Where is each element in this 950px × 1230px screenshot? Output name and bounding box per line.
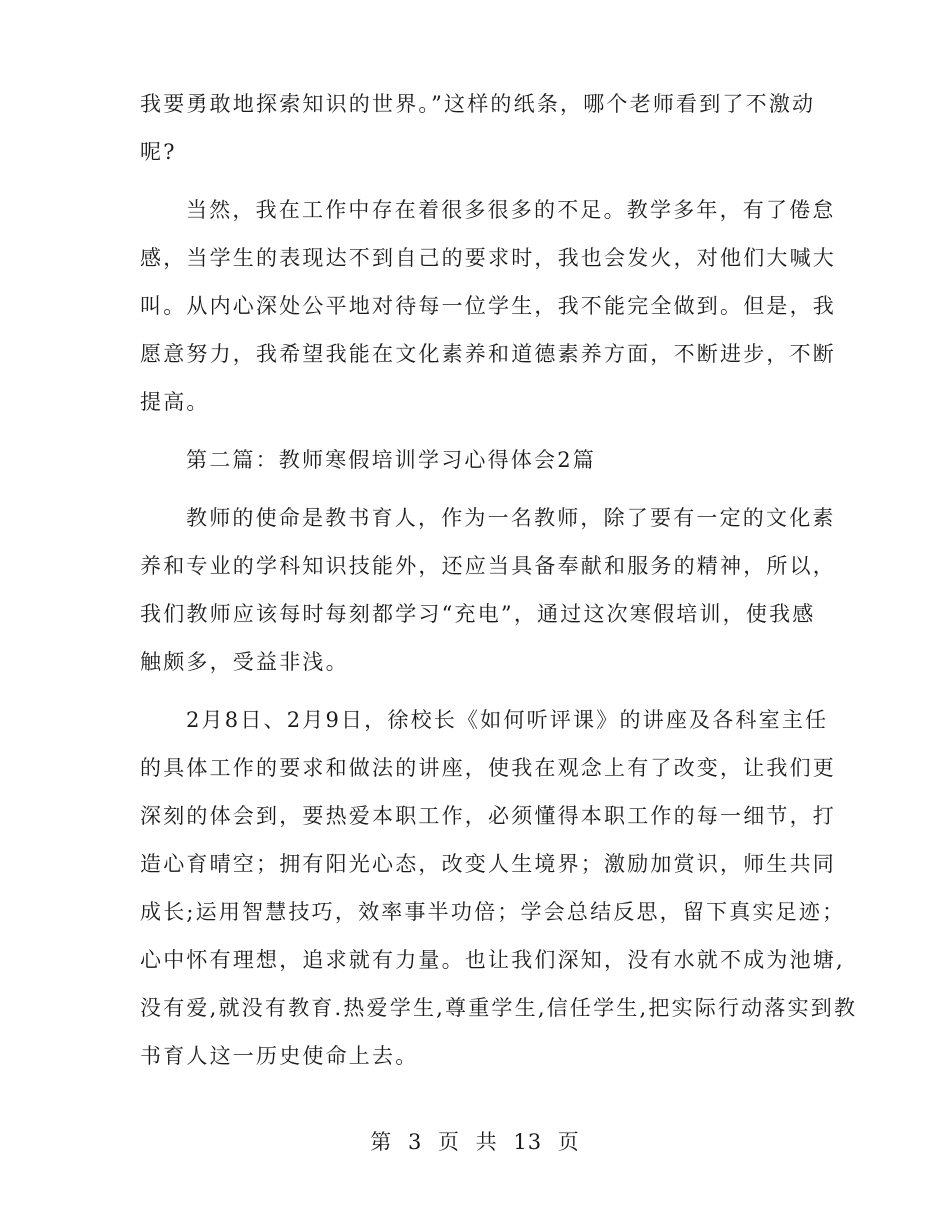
text-line: 2月8日、2月9日，徐校长《如何听评课》的讲座及各科室主任 [186, 708, 829, 732]
text-line: 心中怀有理想，追求就有力量。也让我们深知，没有水就不成为池塘, [140, 948, 845, 972]
section-heading: 第二篇：教师寒假培训学习心得体会2篇 [186, 448, 596, 472]
text-line: 触颇多，受益非浅。 [140, 650, 349, 674]
text-line: 呢? [140, 140, 177, 164]
text-line: 教师的使命是教书育人，作为一名教师，除了要有一定的文化素 [186, 506, 836, 530]
text-line: 感，当学生的表现达不到自己的要求时，我也会发火，对他们大喊大 [140, 246, 836, 270]
page-number-footer: 第 3 页 共 13 页 [370, 1130, 580, 1154]
text-line: 当然，我在工作中存在着很多很多的不足。教学多年，有了倦怠 [186, 198, 836, 222]
text-line: 没有爱,就没有教育.热爱学生,尊重学生,信任学生,把实际行动落实到教 [140, 996, 858, 1020]
document-body [140, 80, 858, 1080]
text-line: 叫。从内心深处公平地对待每一位学生，我不能完全做到。但是，我 [140, 294, 836, 318]
text-line: 深刻的体会到，要热爱本职工作，必须懂得本职工作的每一细节，打 [140, 804, 836, 828]
text-line: 的具体工作的要求和做法的讲座，使我在观念上有了改变，让我们更 [140, 756, 836, 780]
text-line: 我要勇敢地探索知识的世界。”这样的纸条，哪个老师看到了不激动 [140, 92, 816, 116]
text-line: 造心育晴空；拥有阳光心态，改变人生境界；激励加赏识，师生共同 [140, 852, 836, 876]
text-line: 愿意努力，我希望我能在文化素养和道德素养方面，不断进步，不断 [140, 342, 836, 366]
text-line: 提高。 [140, 390, 210, 414]
text-line: 我们教师应该每时每刻都学习“充电”，通过这次寒假培训，使我感 [140, 602, 816, 626]
text-line: 成长;运用智慧技巧，效率事半功倍；学会总结反思，留下真实足迹； [140, 900, 846, 924]
text-line: 养和专业的学科知识技能外，还应当具备奉献和服务的精神，所以， [140, 554, 836, 578]
text-line: 书育人这一历史使命上去。 [140, 1044, 419, 1068]
